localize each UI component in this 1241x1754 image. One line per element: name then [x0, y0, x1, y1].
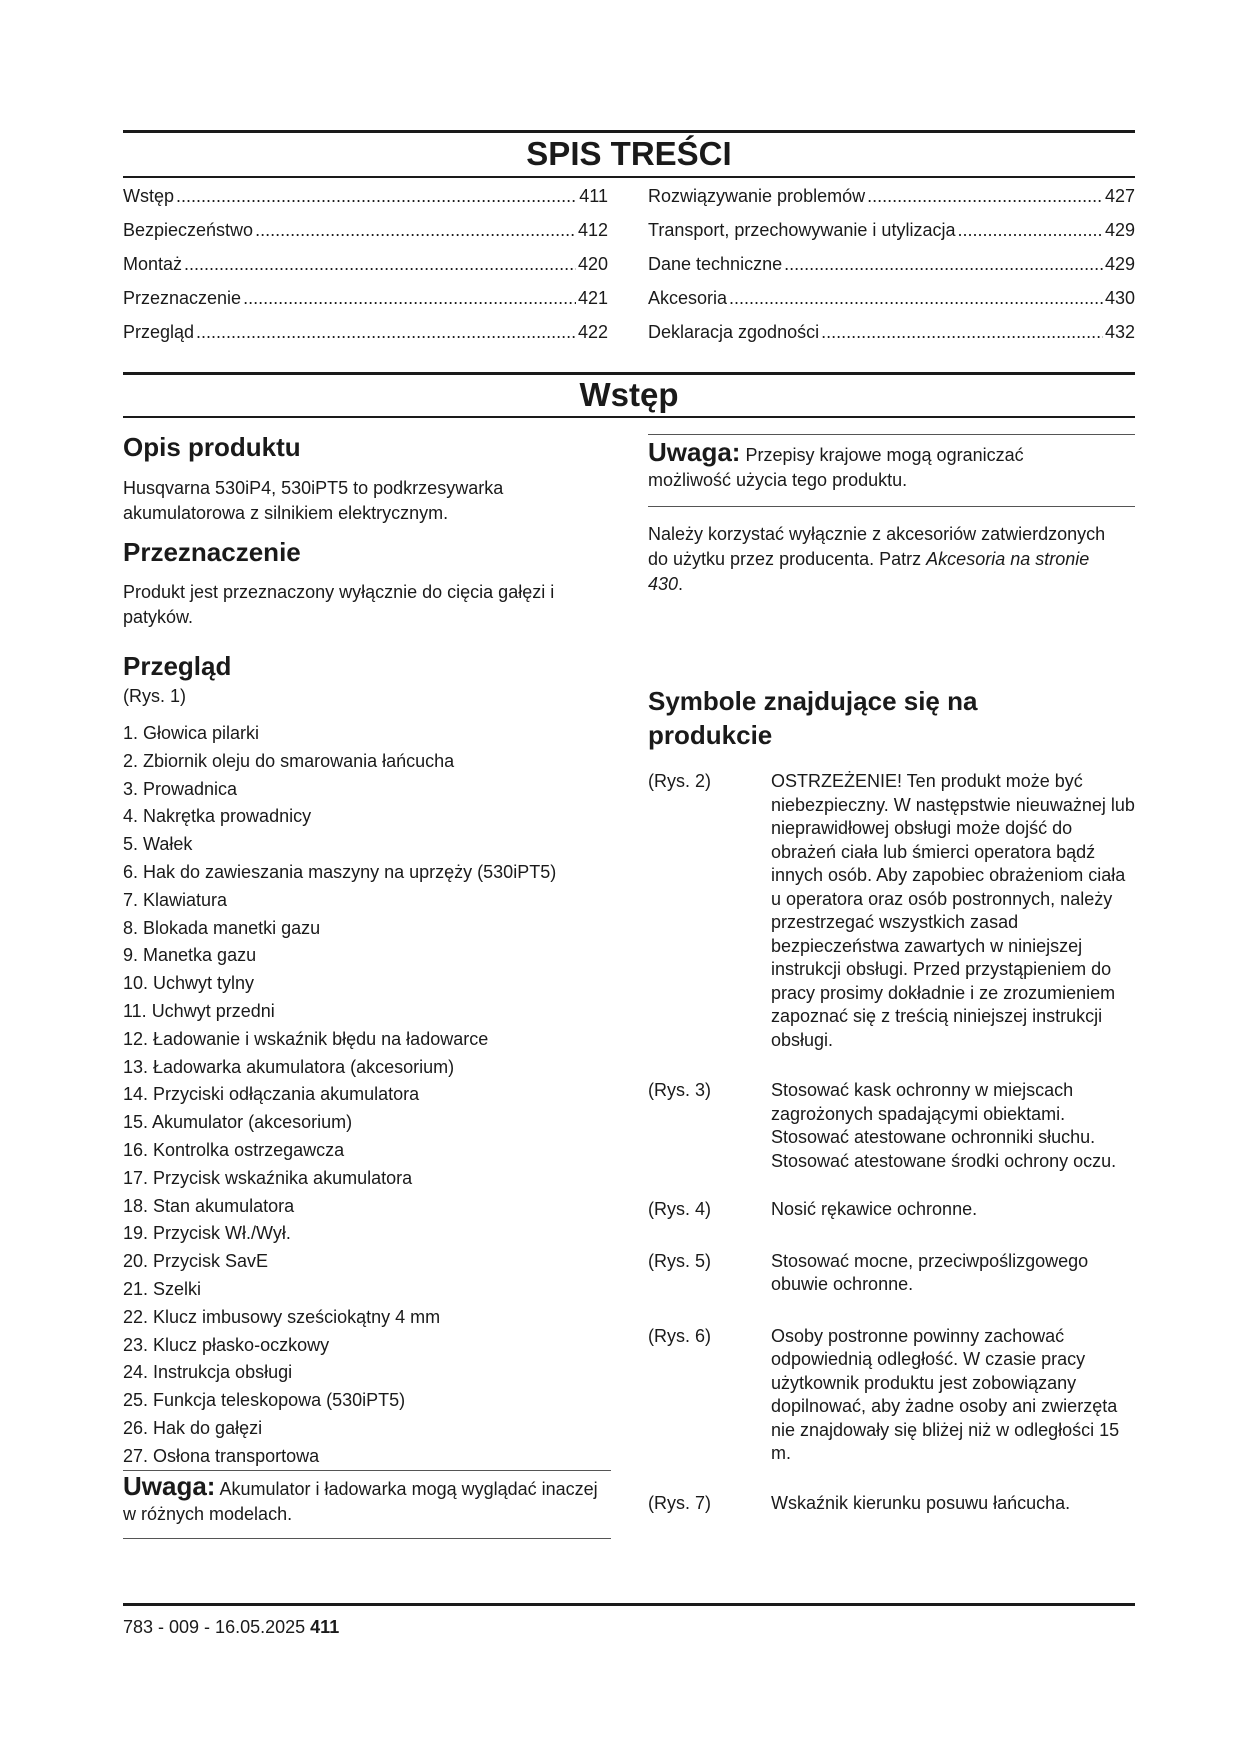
product-description-heading: Opis produktu [123, 432, 301, 462]
toc-entry[interactable]: Akcesoria ..... 430 [648, 288, 1135, 322]
product-description-text: Husqvarna 530iP4, 530iPT5 to podkrzesywarka akumulatorowa z silnikiem elektrycznym. [123, 478, 504, 523]
list-item: 5. Wałek [123, 834, 193, 855]
intro-title: Wstęp [579, 376, 679, 413]
symbol-row [648, 1198, 1138, 1222]
list-item: 24. Instrukcja obsługi [123, 1362, 293, 1383]
list-item: 13. Ładowarka akumulatora (akcesorium) [123, 1056, 455, 1077]
left-note [123, 1471, 611, 1527]
list-item: 7. Klawiatura [123, 889, 228, 910]
note-text: Przepisy krajowe mogą ograniczać możliwość użycia tego produktu. [648, 445, 1024, 490]
symbol-text: Stosować mocne, przeciwpoślizgowego obuwie ochronne. [771, 1250, 1089, 1294]
list-item: 15. Akumulator (akcesorium) [123, 1112, 353, 1133]
right-note-bottom-rule [648, 506, 1135, 507]
list-item: 20. Przycisk SavE [123, 1251, 269, 1272]
symbol-text: Osoby postronne powinny zachować odpowiednią odległość. W czasie pracy użytkownik produktu jest zobowiązany dopilnować, aby żadne osoby ani zwierzęta nie znajdowały się bliżej niż w odległości 15 m. [771, 1325, 1120, 1463]
list-item: 4. Nakrętka prowadnicy [123, 806, 312, 827]
list-item: 14. Przyciski odłączania akumulatora [123, 1084, 420, 1105]
symbols-heading: Symbole znajdujące się na produkcie [648, 686, 978, 750]
symbol-ref: (Rys. 3) [648, 1080, 711, 1100]
left-note-bottom-rule [123, 1538, 611, 1539]
intended-use-heading: Przeznaczenie [123, 537, 301, 567]
toc-entry[interactable]: Bezpieczeństwo ..... 412 [123, 220, 608, 254]
right-note-top-rule [648, 434, 1135, 435]
list-item: 25. Funkcja teleskopowa (530iPT5) [123, 1390, 406, 1411]
right-note [648, 437, 1088, 493]
symbol-text: OSTRZEŻENIE! Ten produkt może być niebezpieczny. W następstwie nieuważnej lub nieprawidłowej obsługi może dojść do obrażeń ciała lub śmierci operatora bądź innych osób. Aby zapobiec obrażeniom ciała u operatora oraz osób postronnych, należy przestrzegać wszystkich zasad bezpieczeństwa zawartych w niniejszej instrukcji obsługi. Przed przystąpieniem do pracy prosimy dokładnie i ze zrozumieniem zapoznać się z treścią niniejszej instrukcji obsługi. [771, 771, 1135, 1050]
symbol-ref: (Rys. 4) [648, 1199, 711, 1219]
symbol-text: Stosować kask ochronny w miejscach zagrożonych spadającymi obiektami. Stosować atestowane ochronniki słuchu. Stosować atestowane środki ochrony oczu. [771, 1080, 1117, 1171]
toc-entry[interactable]: Deklaracja zgodności ..... 432 [648, 322, 1135, 356]
symbol-row [648, 770, 1138, 1052]
list-item: 3. Prowadnica [123, 778, 238, 799]
toc-title: SPIS TREŚCI [526, 135, 732, 172]
accessories-link[interactable]: Akcesoria na stronie 430 [648, 549, 1090, 594]
list-item: 6. Hak do zawieszania maszyny na uprzęży (530iPT5) [123, 861, 557, 882]
list-item: 16. Kontrolka ostrzegawcza [123, 1139, 345, 1160]
overview-heading: Przegląd [123, 651, 232, 681]
intended-use-text: Produkt jest przeznaczony wyłącznie do cięcia gałęzi i patyków. [123, 582, 555, 627]
list-item: 2. Zbiornik oleju do smarowania łańcucha [123, 750, 455, 771]
symbol-row [648, 1325, 1138, 1466]
accessories-paragraph: Należy korzystać wyłącznie z akcesoriów zatwierdzonych do użytku przez producenta. Patrz Akcesoria na stronie 430. [648, 524, 1106, 594]
toc-entry[interactable]: Wstęp ..... 411 [123, 186, 608, 220]
symbol-text: Nosić rękawice ochronne. [771, 1199, 978, 1219]
list-item: 23. Klucz płasko-oczkowy [123, 1334, 330, 1355]
symbols-table [648, 770, 1138, 1515]
toc-entry[interactable]: Rozwiązywanie problemów ..... 427 [648, 186, 1135, 220]
toc-entry[interactable]: Przeznaczenie ..... 421 [123, 288, 608, 322]
page-footer [123, 1617, 339, 1638]
note-label: Uwaga: [123, 1471, 216, 1501]
symbol-ref: (Rys. 6) [648, 1325, 711, 1346]
symbol-text: Wskaźnik kierunku posuwu łańcucha. [771, 1492, 1071, 1513]
parts-list [123, 720, 613, 1471]
footer-rule [123, 1603, 1135, 1606]
list-item: 26. Hak do gałęzi [123, 1417, 263, 1438]
toc-entry[interactable]: Dane techniczne ..... 429 [648, 254, 1135, 288]
overview-figure-ref: (Rys. 1) [123, 686, 186, 706]
list-item: 9. Manetka gazu [123, 945, 257, 966]
list-item: 10. Uchwyt tylny [123, 973, 255, 994]
symbol-row [648, 1079, 1138, 1173]
toc-entry[interactable]: Transport, przechowywanie i utylizacja ..... 429 [648, 220, 1135, 254]
symbol-ref: (Rys. 5) [648, 1250, 711, 1271]
intro-title-rule [123, 416, 1135, 418]
symbol-ref: (Rys. 2) [648, 771, 711, 791]
list-item: 21. Szelki [123, 1278, 202, 1299]
list-item: 18. Stan akumulatora [123, 1195, 295, 1216]
toc-top-rule [123, 130, 1135, 133]
page-number: 411 [310, 1617, 340, 1637]
list-item: 11. Uchwyt przedni [123, 1000, 275, 1021]
list-item: 1. Głowica pilarki [123, 723, 260, 743]
symbol-row [648, 1492, 1138, 1516]
list-item: 22. Klucz imbusowy sześciokątny 4 mm [123, 1306, 441, 1327]
list-item: 27. Osłona transportowa [123, 1445, 320, 1466]
list-item: 19. Przycisk Wł./Wył. [123, 1223, 291, 1244]
list-item: 17. Przycisk wskaźnika akumulatora [123, 1167, 413, 1188]
toc-title-rule [123, 176, 1135, 178]
toc-entry[interactable]: Przegląd ..... 422 [123, 322, 608, 356]
symbol-ref: (Rys. 7) [648, 1492, 711, 1513]
toc-right-column [648, 186, 1135, 356]
toc-left-column [123, 186, 608, 356]
list-item: 8. Blokada manetki gazu [123, 917, 321, 938]
note-label: Uwaga: [648, 437, 741, 467]
symbol-row [648, 1250, 1138, 1297]
list-item: 12. Ładowanie i wskaźnik błędu na ładowarce [123, 1028, 489, 1049]
toc-entry[interactable]: Montaż ..... 420 [123, 254, 608, 288]
note-text: Akumulator i ładowarka mogą wyglądać inaczej w różnych modelach. [123, 1479, 598, 1524]
doc-code: 783 - 009 - 16.05.2025 [123, 1617, 306, 1637]
